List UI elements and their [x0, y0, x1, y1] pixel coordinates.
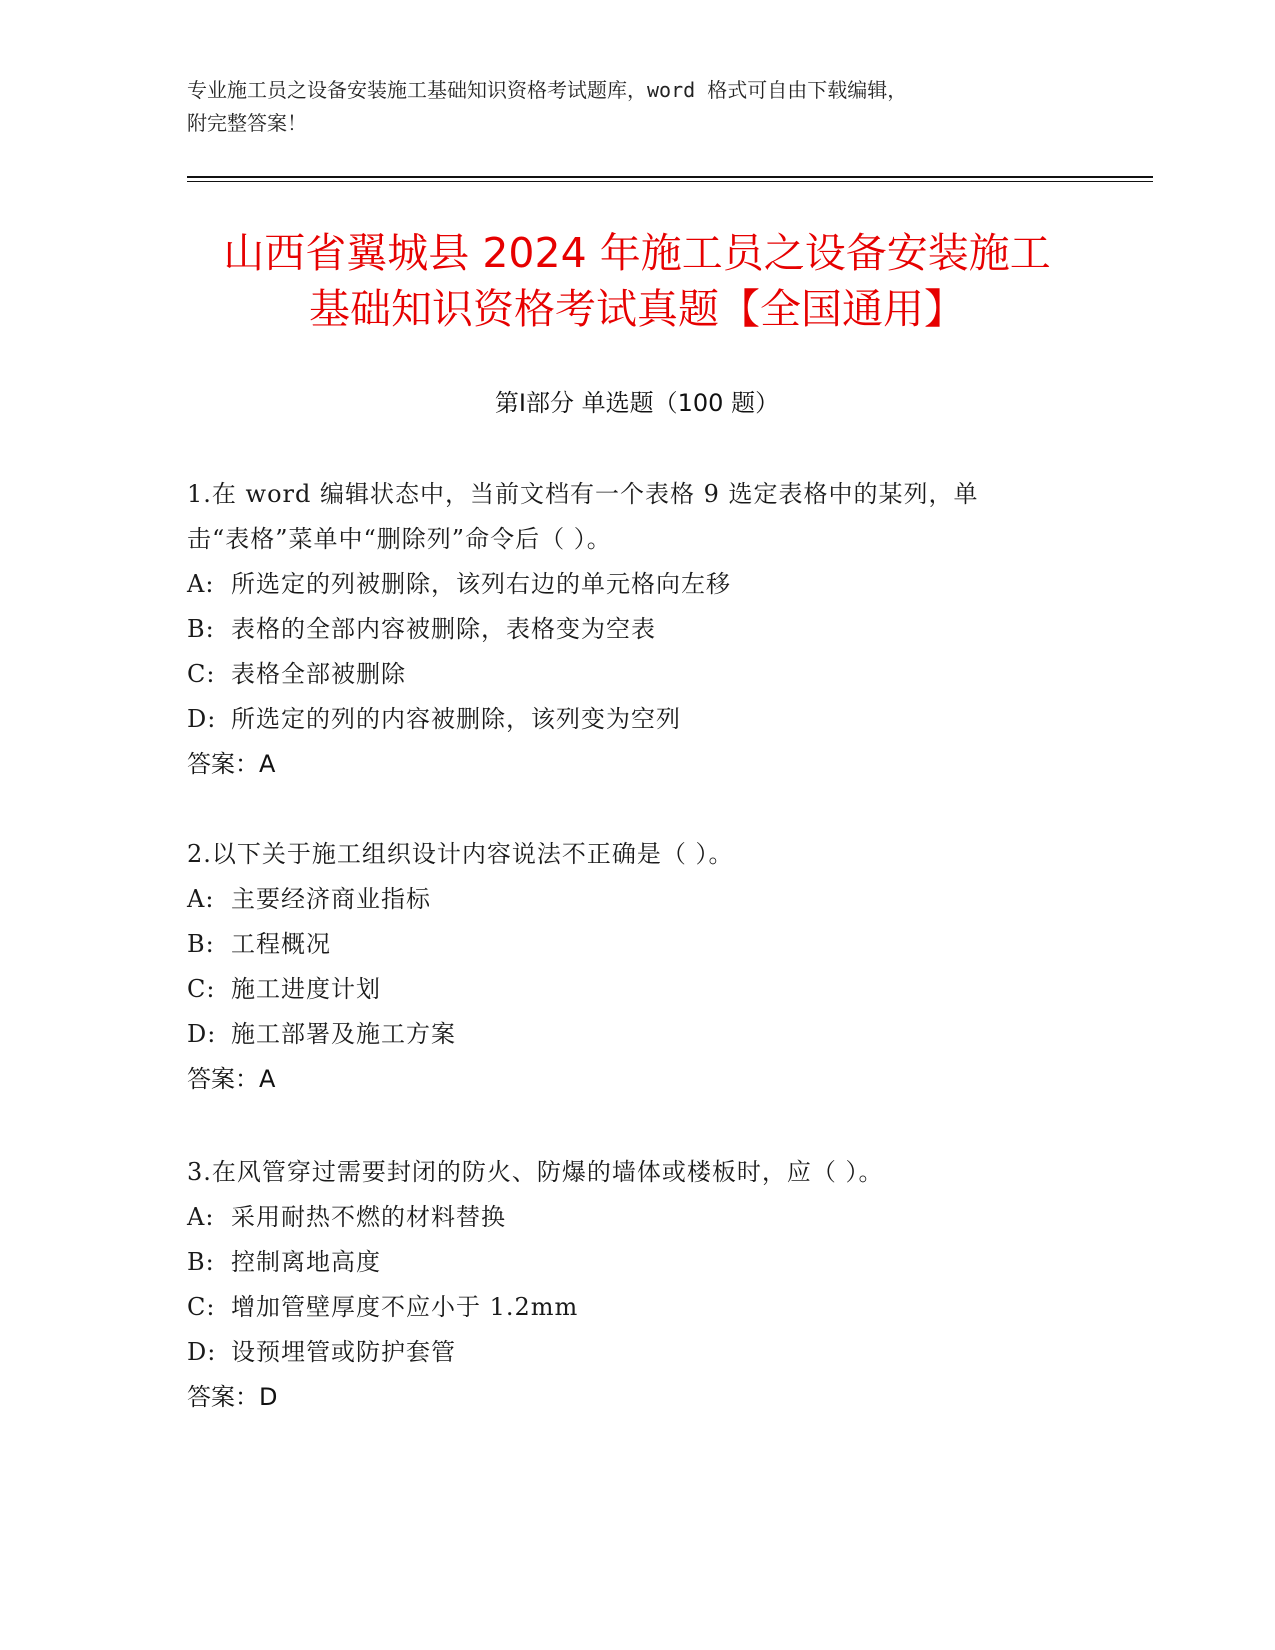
option-text: 采用耐热不燃的材料替换	[231, 1203, 506, 1231]
option-b	[187, 607, 1077, 652]
option-b	[187, 922, 1077, 967]
option-d	[187, 1330, 1077, 1375]
answer: 答案：D	[187, 1383, 278, 1411]
answer: 答案：A	[187, 750, 276, 778]
option-letter: A:	[187, 570, 215, 598]
option-d	[187, 1012, 1077, 1057]
option-letter: C:	[187, 975, 216, 1003]
option-letter: B:	[187, 615, 215, 643]
option-text: 所选定的列的内容被删除，该列变为空列	[231, 705, 681, 733]
option-letter: B:	[187, 930, 215, 958]
option-c	[187, 652, 1077, 697]
option-letter: A:	[187, 1203, 215, 1231]
header-note	[187, 74, 1087, 140]
document-title-line-1: 山西省翼城县 2024 年施工员之设备安装施工	[223, 229, 1051, 277]
header-divider-thin	[187, 181, 1153, 182]
option-c	[187, 967, 1077, 1012]
option-text: 增加管壁厚度不应小于 1.2mm	[231, 1293, 579, 1321]
option-letter: C:	[187, 660, 216, 688]
option-text: 所选定的列被删除，该列右边的单元格向左移	[231, 570, 731, 598]
option-letter: B:	[187, 1248, 215, 1276]
option-text: 表格的全部内容被删除，表格变为空表	[231, 615, 656, 643]
option-b	[187, 1240, 1077, 1285]
option-text: 表格全部被删除	[231, 660, 406, 688]
question-stem: 3.在风管穿过需要封闭的防火、防爆的墙体或楼板时，应（ ）。	[187, 1158, 884, 1186]
option-text: 施工部署及施工方案	[231, 1020, 456, 1048]
option-letter: D:	[187, 1338, 217, 1366]
document-title-line-2: 基础知识资格考试真题【全国通用】	[309, 285, 965, 333]
section-heading: 第Ⅰ部分 单选题（100 题）	[494, 389, 780, 417]
question-1	[187, 472, 1077, 787]
option-letter: D:	[187, 705, 217, 733]
option-text: 设预埋管或防护套管	[231, 1338, 456, 1366]
question-stem: 1.在 word 编辑状态中，当前文档有一个表格 9 选定表格中的某列，单	[187, 480, 979, 508]
question-3	[187, 1150, 1077, 1420]
header-note-line-1: 专业施工员之设备安装施工基础知识资格考试题库，word 格式可自由下载编辑，	[187, 78, 908, 102]
option-a	[187, 562, 1077, 607]
option-text: 主要经济商业指标	[231, 885, 431, 913]
option-a	[187, 1195, 1077, 1240]
option-text: 施工进度计划	[231, 975, 381, 1003]
option-letter: D:	[187, 1020, 217, 1048]
option-d	[187, 697, 1077, 742]
question-stem-continued: 击“表格”菜单中“删除列”命令后（ ）。	[187, 525, 612, 553]
option-text: 控制离地高度	[231, 1248, 381, 1276]
option-a	[187, 877, 1077, 922]
question-stem: 2.以下关于施工组织设计内容说法不正确是（ ）。	[187, 840, 734, 868]
option-text: 工程概况	[231, 930, 331, 958]
question-2	[187, 832, 1077, 1102]
header-divider-thick	[187, 176, 1153, 178]
header-note-line-2: 附完整答案！	[187, 111, 307, 135]
option-c	[187, 1285, 1077, 1330]
answer: 答案：A	[187, 1065, 276, 1093]
option-letter: A:	[187, 885, 215, 913]
document-title	[187, 225, 1087, 337]
option-letter: C:	[187, 1293, 216, 1321]
